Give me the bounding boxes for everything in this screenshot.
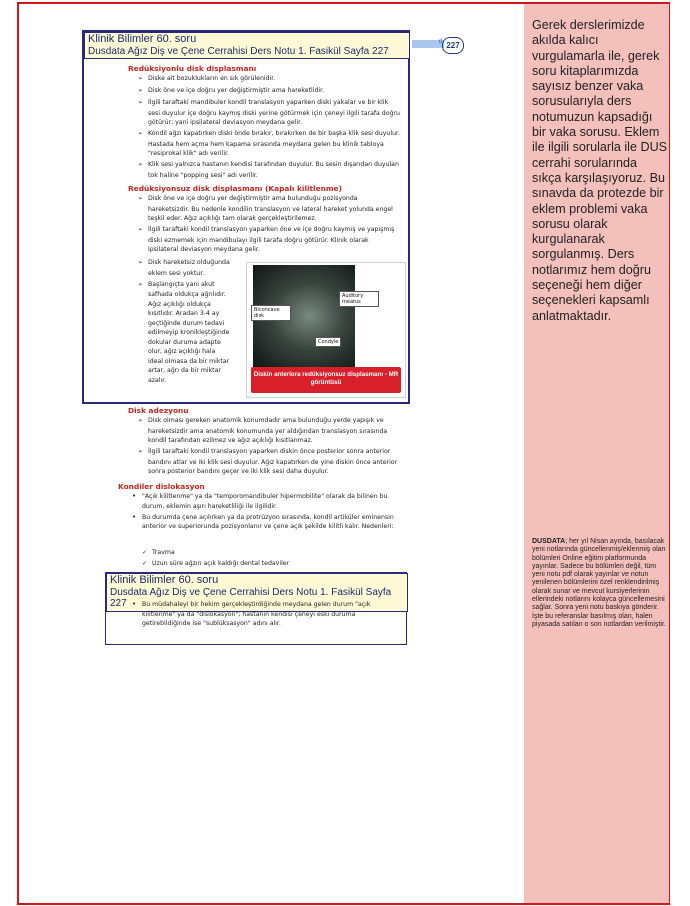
figure-caption: Diskin anterlora redüksiyonsuz displasmanı - MR görüntüsü: [251, 367, 401, 393]
page-tab: [412, 40, 444, 48]
footnote-text: ; her yıl Nisan ayında, basılacak yeni notlarında güncellenmiş/eklenmiş olan bölümleri Online eğitim platformunda yayınlar. Sadece bu bölümleri değil, tüm yeni notu pdf olarak yayınlar ve notun yenilenen bölümlerini özel renklendirilmiş olarak sunar ve mevcut kursiyerlerinin ellerindeki notlarını kolayca güncellemesini sağlar. Sonra yeni notu baskıya gönderir. İşte bu referanslar basılmış olan, halen piyasada satılan o son notlardan verilmiştir.: [532, 538, 666, 628]
sidebar-panel: [524, 4, 669, 903]
page-tab-letter: d: [438, 39, 442, 45]
list-item: ➢ Disk öne ve içe doğru yer değiştirmiştir ama hareketlidir.: [138, 86, 400, 97]
list-item: • Bu durumda çene açılırken ya da protrüzyon sırasında, kondil artiküler eminensin anterior ve superiorunda pozisyonlanır ve çene açık şekilde kilitli kalır. Nedenleri:: [132, 513, 400, 532]
section-list-last: [132, 600, 400, 630]
list-item: ➢ Disk hareketsiz olduğunda eklem sesi yoktur.: [138, 258, 230, 278]
section-list-adezyon: [138, 416, 400, 478]
label-auditory-meatus: Auditory meatus: [339, 291, 379, 307]
header-subtitle: Dusdata Ağız Diş ve Çene Cerrahisi Ders Notu 1. Fasikül Sayfa 227: [110, 586, 392, 609]
section-title-reduksiyonlu: Redüksiyonlu disk displasmanı: [128, 64, 257, 73]
section-list-reduksiyonlu: [138, 74, 400, 182]
footnote-brand: DUSDATA: [532, 538, 566, 545]
list-item: ➢ Disk öne ve içe doğru yer değiştirmiştir ama bulunduğu pozisyonda hareketsizdir. Bu nedenle kondilin translasyon ve lateral hareket yolunda engel teşkil eder. Ağız açıklığı tam olarak gerçekleştirilemez.: [138, 194, 400, 224]
excerpt-header-top: [84, 32, 410, 59]
list-item: ➢ Diske ait bozuklukların en sık görülenidir.: [138, 74, 400, 85]
label-condyle: Condyle: [315, 337, 341, 347]
section-list-reduksiyonsuz: [138, 194, 400, 256]
list-item: ➢ İlgili taraftaki kondil translasyon yaparken öne ve içe doğru kaymış ve yapışmış diski ezmemek için mandibulayı ilgili tarafa doğru götürür. Klinik olarak ipsilateral deviasyon meydana gelir.: [138, 225, 400, 255]
list-item: ✓ Travma: [142, 548, 400, 558]
list-item: ➢ Klik sesi yalnızca hastanın kendisi tarafından duyulur. Bu sesin dışarıdan duyulan tok haline "popping sesi" adı verilir.: [138, 160, 400, 180]
mri-figure: [246, 262, 406, 398]
list-item: ➢ İlgili taraftaki kondil translasyon yaparken diskin önce posterior sonra anterior bandını atlar ve iki klik sesi duyulur. Ağız kapatırken de yine diskin önce anterior sonra posterior bandını geçer ve iki klik sesi daha duyulur.: [138, 447, 400, 477]
list-item: • Bu müdahaleyi bir hekim gerçekleştirdiğinde meydana gelen durum "açık kilitlenme" ya da "dislokasyon"; hastanın kendisi çeneyi eski duruma getirebildiğinde ise "sublüksasyon" adını alır.: [132, 600, 400, 629]
list-item: ➢ Başlangıçta yani akut safhada oldukça ağrılıdır. Ağız açıklığı oldukça kısıtlıdır. Aradan 3-4 ay geçtiğinde durum tedavi edilmeyip kronikleştiğinde dokular duruma adapte olur, ağız açıklığı hala ideal olmasa da bir miktar artar, ağrı da bir miktar azalır.: [138, 280, 230, 386]
section-title-reduksiyonsuz: Redüksiyonsuz disk displasmanı (Kapalı kilitlenme): [128, 184, 342, 193]
section-list-dislokasyon: [132, 492, 400, 533]
list-item: • "Açık kilitlenme" ya da "temporomandibuler hipermobilite" olarak da bilinen bu durum, eklemin aşırı hareketliliği ile ilgilidir.: [132, 492, 400, 511]
sidebar-footnote: [532, 538, 669, 629]
page-number: 227: [442, 37, 464, 54]
section-list-reduksiyonsuz-left: [138, 258, 230, 387]
label-biconcave-disk: Biconcave disk: [251, 305, 291, 321]
section-title-adezyon: Disk adezyonu: [128, 406, 189, 415]
header-title: Klinik Bilimler 60. soru: [88, 33, 197, 45]
section-list-causes: [142, 548, 400, 570]
sidebar-commentary: Gerek derslerimizde akılda kalıcı vurgulamarla ile, gerek soru kitaplarımızda sayısız benzer vaka sorusularıyla ders notumuzun kapsadığı bir vaka sorusu. Eklem ile ilgili sorularla ile DUS cerrahi sorularında sıkça karşılaşıyoruz. Bu sınavda da protezde bir eklem problemi vaka sorusu olarak kurgulanarak sorgulanmış. Ders notlarımız hem doğru seçeneği hem diğer seçenekleri kapsamlı anlatmaktadır.: [532, 18, 668, 323]
section-title-dislokasyon: Kondiler dislokasyon: [118, 482, 205, 491]
list-item: ➢ İlgili taraftaki mandibuler kondil translasyon yaparken diski yakalar ve bir klik sesi duyulur içe doğru kaymış diski yerine götürmek için çeneyi ilgili tarafa doğru götürür; yani ipsilateral deviasyon meydana gelir.: [138, 98, 400, 128]
header-title: Klinik Bilimler 60. soru: [110, 574, 219, 586]
list-item: ➢ Kondil ağzı kapatırken diski önde bırakır, bırakırken de bir başka klik sesi duyulur. Hastada hem açma hem kapama sırasında meydana gelen bu klinik tabloya "resiprokal klik" adı verilir.: [138, 129, 400, 159]
list-item: ➢ Disk olması gereken anatomik konumdadır ama bulunduğu yerde yapışık ve hareketsizdir ama anatomik konumunda yer aldığından translasyon sırasında kondil tarafından ezilmez ve ağız açıklığı kısıtlanmaz.: [138, 416, 400, 446]
header-subtitle: Dusdata Ağız Diş ve Çene Cerrahisi Ders Notu 1. Fasikül Sayfa 227: [88, 45, 389, 57]
list-item: ✓ Uzun süre ağzın açık kaldığı dental tedaviler: [142, 559, 400, 569]
